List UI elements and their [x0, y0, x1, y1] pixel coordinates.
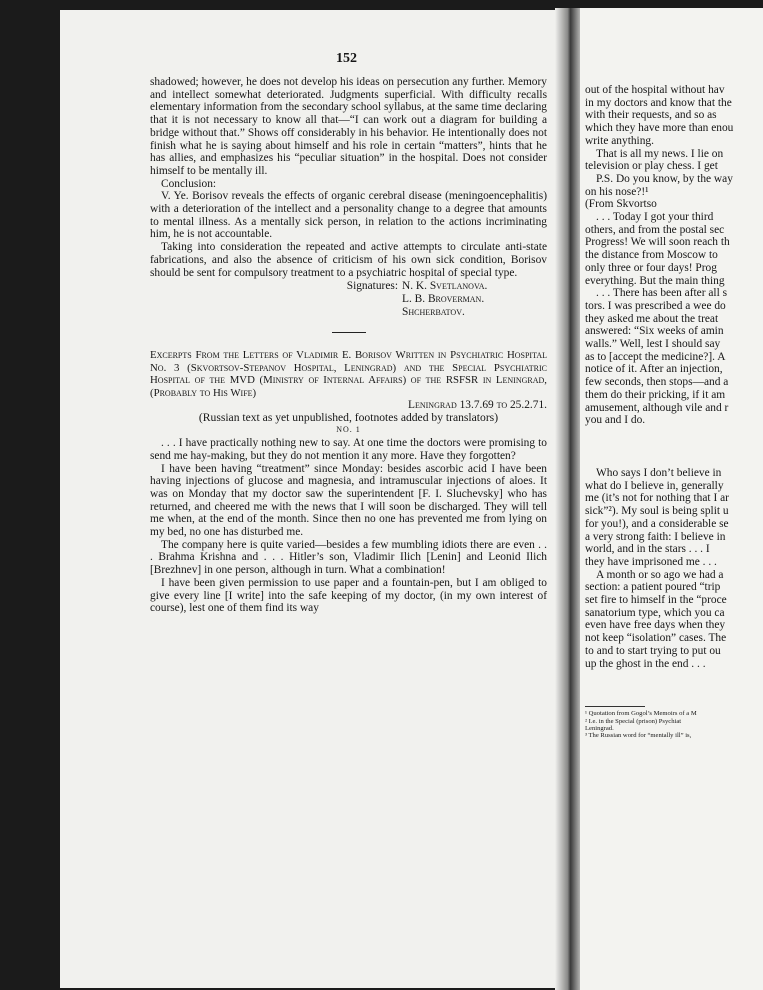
dateline: Leningrad 13.7.69 to 25.2.71.: [408, 398, 547, 411]
text-line: with their requests, and so as: [585, 109, 717, 122]
right-text-column: [585, 84, 763, 740]
text-line: in my doctors and know that the: [585, 96, 732, 109]
text-line: only three or four days! Prog: [585, 261, 717, 274]
text-line: to and to start trying to put ou: [585, 644, 721, 657]
text-line: others, and from the postal sec: [585, 223, 725, 236]
right-block-b: [585, 148, 763, 173]
text-line: Progress! We will soon reach th: [585, 236, 730, 249]
text-line: amusement, although vile and r: [585, 401, 729, 414]
text-line: world, and in the stars . . . I: [585, 543, 710, 556]
text-line: sick”²). My soul is being split u: [585, 505, 729, 518]
text-line: walls.” Well, lest I should say: [585, 338, 721, 351]
book-gutter: [555, 8, 583, 990]
signature-block: [150, 280, 547, 318]
text-line: . . . Today I got your third: [596, 211, 714, 224]
signature-name: N. K. Svetlanova.: [402, 280, 488, 293]
right-block-f: [585, 467, 763, 569]
text-line: up the ghost in the end . . .: [585, 657, 706, 670]
text-line: a very strong faith: I believe in: [585, 530, 726, 543]
paragraph-conclusion: V. Ye. Borisov reveals the effects of organic cerebral disease (meningoencephalitis) with a deterioration of the intellect and a personality change to a degree that amounts to mental illness. As a mentally sick person, in relation to the actions incriminating him, he is not accountable.: [150, 190, 547, 241]
right-block-a: [585, 84, 763, 148]
text-line: Who says I don’t believe in: [596, 466, 722, 479]
text-line: tors. I was prescribed a wee do: [585, 299, 726, 312]
text-line: That is all my news. I lie on: [596, 147, 724, 160]
text-line: write anything.: [585, 134, 654, 147]
text-line: for you!), and a considerable se: [585, 517, 729, 530]
right-block-g: [585, 569, 763, 671]
text-line: even have free days when they: [585, 619, 726, 632]
letter-number: NO. 1: [336, 425, 361, 435]
paragraph-report-end: shadowed; however, he does not develop his ideas on persecution any further. Memory and intellect somewhat deteriorated. Judgments superficial. With difficulty recalls elementary information from the secondary school syllabus, at the same time declaring that it is not necessary to know all that—“I can work out a diagram for building a bridge without that.” Shows off considerably in his behavior. He intentionally does not finish what he is saying about himself and his role in certain “matters”, hints that he has allies, and emphasizes his “peculiar situation” in the hospital. Does not consider himself to be mentally ill.: [150, 76, 547, 177]
translator-note: (Russian text as yet unpublished, footnotes added by translators): [198, 410, 499, 424]
text-line: not keep “isolation” cases. The: [585, 632, 727, 645]
section-divider: [332, 332, 366, 333]
spacer: [585, 427, 763, 467]
footnotes: [585, 710, 763, 740]
text-line: sanatorium type, which you ca: [585, 606, 725, 619]
conclusion-label: Conclusion:: [161, 177, 217, 190]
footnote: Leningrad.: [585, 725, 614, 733]
text-line: A month or so ago we had a: [596, 568, 724, 581]
text-line: you and I do.: [585, 414, 646, 427]
text-line: P.S. Do you know, by the way: [596, 172, 733, 185]
text-line: everything. But the main thing: [585, 274, 725, 287]
signature-name: L. B. Broverman.: [402, 292, 485, 305]
text-line: them do their pricking, if it am: [585, 388, 726, 401]
text-line: the distance from Moscow to: [585, 249, 718, 262]
footnote-rule: [585, 706, 645, 707]
text-line: section: a patient poured “trip: [585, 581, 721, 594]
right-block-e: [585, 287, 763, 427]
text-line: what do I believe in, generally: [585, 479, 724, 492]
text-line: they have imprisoned me . . .: [585, 555, 717, 568]
text-line: set fire to himself in the “proce: [585, 594, 727, 607]
text-line: on his nose?!¹: [585, 185, 649, 198]
text-line: they asked me about the treat: [585, 312, 719, 325]
page-number: 152: [336, 51, 357, 66]
left-text-column: [150, 76, 547, 615]
text-line: answered: “Six weeks of amin: [585, 325, 724, 338]
text-line: few seconds, then stops—and a: [585, 376, 729, 389]
letter-paragraph: The company here is quite varied—besides a few mumbling idiots there are even . . . Brahma Krishna and . . . Hitler’s son, Vladimir Ilich [Lenin] and Leonid Ilich [Brezhnev] in one person, although in turn. What a combination!: [150, 538, 547, 577]
text-line: . . . There has been after all s: [596, 287, 728, 300]
excerpt-heading: Excerpts From the Letters of Vladimir E. Borisov Written in Psychiatric Hospital No. 3 (Skvortsov-Stepanov Hospital, Leningrad) and the Special Psychiatric Hospital of the MVD (Ministry of Internal Affairs) of the RSFSR in Leningrad, (Probably to His Wife): [150, 349, 547, 399]
signatures-label: Signatures:: [346, 280, 398, 293]
text-line: television or play chess. I get: [585, 160, 718, 173]
letter-paragraph: . . . I have practically nothing new to say. At one time the doctors were promising to send me hay-making, but they do not mention it any more. Have they forgotten?: [150, 437, 547, 462]
footnote: ² I.e. in the Special (prison) Psychiat: [585, 717, 682, 725]
text-line: out of the hospital without hav: [585, 84, 725, 96]
right-block-d: [585, 211, 763, 287]
letter-paragraph: I have been given permission to use paper and a fountain-pen, but I am obliged to give every line [I write] into the safe keeping of my doctor, (in my own interest of course), lest one of them find its way: [150, 576, 547, 615]
right-block-c: [585, 173, 763, 198]
text-line: which they have more than enou: [585, 122, 734, 135]
footnote: ³ The Russian word for “mentally ill” is,: [585, 732, 692, 740]
footnote: ¹ Quotation from Gogol’s Memoirs of a M: [585, 710, 697, 718]
text-line: me (it’s not for nothing that I ar: [585, 492, 729, 505]
paragraph-recommendation: Taking into consideration the repeated and active attempts to circulate anti-state fabrications, and also the absence of criticism of his own sick condition, Borisov should be sent for compulsory treatment to a psychiatric hospital of special type.: [150, 241, 547, 279]
right-heading: (From Skvortso: [585, 198, 657, 211]
signature-name: Shcherbatov.: [402, 305, 465, 318]
letter-paragraph: I have been having “treatment” since Monday: besides ascorbic acid I have been having injections of glucose and magnesia, and intramuscular injections of aloes. It was on Monday that my doctor saw the superintendent [F. I. Sluchevsky] who has returned, and cheered me with the news that I will soon be discharged. They will tell me when, at the end of the month. Since then no one has prevented me from lying on my bed, no one has disturbed me.: [150, 462, 547, 539]
text-line: as to [accept the medicine?]. A: [585, 350, 726, 363]
text-line: notice of it. After an injection,: [585, 363, 723, 376]
